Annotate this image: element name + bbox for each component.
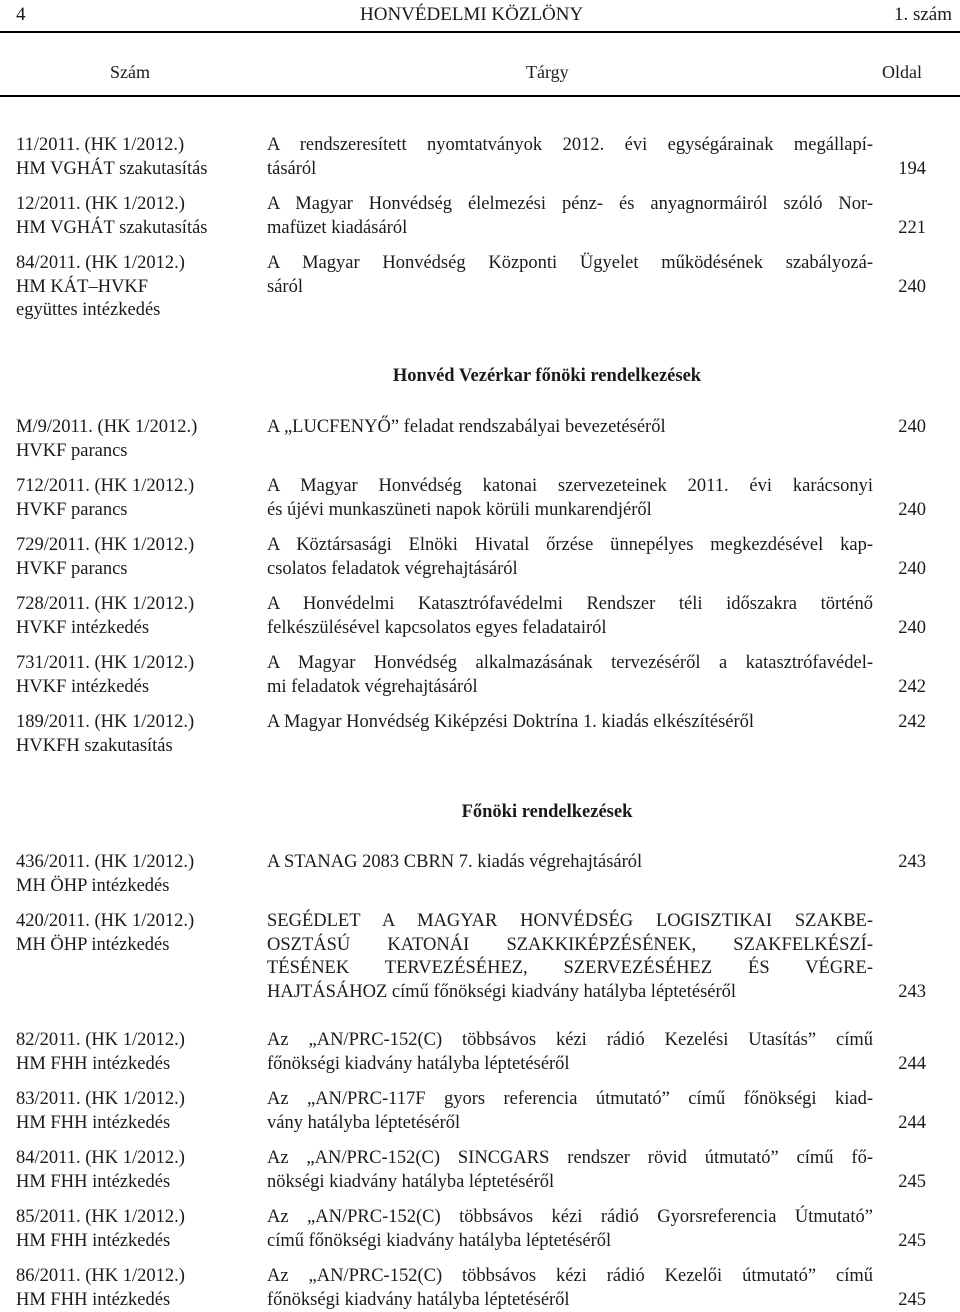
entry-number-line: 420/2011. (HK 1/2012.)	[16, 910, 251, 934]
entry-number	[16, 851, 251, 898]
entry-page: 242	[898, 676, 926, 700]
entry-subject-line: Az „AN/PRC-152(C) többsávos kézi rádió Kezelési Utasítás” című	[267, 1029, 873, 1053]
entry-subject-line: A Magyar Honvédség alkalmazásának tervezéséről a katasztrófavédel-	[267, 652, 873, 676]
entry-number	[16, 1265, 251, 1312]
entry-number-line: HM KÁT–HVKF	[16, 276, 251, 300]
entry-page: 194	[898, 158, 926, 182]
entry-number	[16, 593, 251, 640]
entry-number	[16, 534, 251, 581]
entry-subject	[267, 851, 873, 875]
entry-number-line: 84/2011. (HK 1/2012.)	[16, 1147, 251, 1171]
entry-number	[16, 910, 251, 957]
entry-subject-line: felkészülésével kapcsolatos egyes feladatairól	[267, 617, 873, 641]
entry-page: 240	[898, 617, 926, 641]
entry-number-line: MH ÖHP intézkedés	[16, 934, 251, 958]
entry-subject	[267, 134, 873, 181]
entry-number-line: M/9/2011. (HK 1/2012.)	[16, 416, 251, 440]
entry-subject-line: A Magyar Honvédség Központi Ügyelet működésének szabályozá-	[267, 252, 873, 276]
entry-number-line: HM FHH intézkedés	[16, 1053, 251, 1077]
entry-number-line: HM FHH intézkedés	[16, 1230, 251, 1254]
entry-subject	[267, 1147, 873, 1194]
entry-number	[16, 475, 251, 522]
entry-number-line: HVKF intézkedés	[16, 676, 251, 700]
entry-subject-line: Az „AN/PRC-117F gyors referencia útmutató” című főnökségi kiad-	[267, 1088, 873, 1112]
entry-subject-line: mafüzet kiadásáról	[267, 217, 873, 241]
entry-number-line: HM FHH intézkedés	[16, 1171, 251, 1195]
entry-page: 245	[898, 1230, 926, 1254]
entry-number-line: HM FHH intézkedés	[16, 1289, 251, 1312]
column-heading-rule	[0, 95, 960, 97]
entry-subject	[267, 652, 873, 699]
entry-subject	[267, 252, 873, 299]
entry-subject-line: Az „AN/PRC-152(C) többsávos kézi rádió Kezelői útmutató” című	[267, 1265, 873, 1289]
entry-page: 244	[898, 1112, 926, 1136]
entry-subject-line: A Magyar Honvédség katonai szervezeteinek 2011. évi karácsonyi	[267, 475, 873, 499]
entry-subject	[267, 475, 873, 522]
entry-subject-line: csolatos feladatok végrehajtásáról	[267, 558, 873, 582]
entry-subject-line: SEGÉDLET A MAGYAR HONVÉDSÉG LOGISZTIKAI SZAKBE-	[267, 910, 873, 934]
header-rule	[0, 31, 960, 33]
entry-number-line: HVKFH szakutasítás	[16, 735, 251, 759]
entry-subject-line: Az „AN/PRC-152(C) többsávos kézi rádió Gyorsreferencia Útmutató”	[267, 1206, 873, 1230]
entry-subject-line: főnökségi kiadvány hatályba léptetéséről	[267, 1289, 873, 1312]
running-header	[0, 0, 960, 30]
entry-number-line: 11/2011. (HK 1/2012.)	[16, 134, 251, 158]
entry-number-line: HM FHH intézkedés	[16, 1112, 251, 1136]
entry-number-line: 84/2011. (HK 1/2012.)	[16, 252, 251, 276]
entry-subject	[267, 711, 873, 735]
entry-page: 245	[898, 1171, 926, 1195]
entry-page: 243	[898, 851, 926, 875]
entry-subject-line: Az „AN/PRC-152(C) SINCGARS rendszer rövid útmutató” című fő-	[267, 1147, 873, 1171]
column-heading-subject: Tárgy	[526, 62, 569, 83]
entry-subject	[267, 534, 873, 581]
entry-subject-line: TÉSÉNEK TERVEZÉSÉHEZ, SZERVEZÉSÉHEZ ÉS VÉGRE-	[267, 957, 873, 981]
entry-subject-line: tásáról	[267, 158, 873, 182]
entry-number-line: 729/2011. (HK 1/2012.)	[16, 534, 251, 558]
entry-subject-line: HAJTÁSÁHOZ című főnökségi kiadvány hatályba léptetéséről	[267, 981, 873, 1005]
entry-subject	[267, 193, 873, 240]
issue-label: 1. szám	[894, 4, 952, 26]
column-heading-page: Oldal	[882, 62, 922, 83]
entry-number-line: HM VGHÁT szakutasítás	[16, 158, 251, 182]
entry-number-line: 85/2011. (HK 1/2012.)	[16, 1206, 251, 1230]
entry-number-line: HVKF parancs	[16, 499, 251, 523]
entry-number	[16, 652, 251, 699]
entry-number	[16, 134, 251, 181]
entry-number-line: 731/2011. (HK 1/2012.)	[16, 652, 251, 676]
entry-subject-line: A Honvédelmi Katasztrófavédelmi Rendszer téli időszakra történő	[267, 593, 873, 617]
entry-number	[16, 252, 251, 323]
entry-number	[16, 1088, 251, 1135]
entry-number-line: 189/2011. (HK 1/2012.)	[16, 711, 251, 735]
entry-number	[16, 711, 251, 758]
entry-number-line: HM VGHÁT szakutasítás	[16, 217, 251, 241]
entry-subject	[267, 1029, 873, 1076]
journal-title: HONVÉDELMI KÖZLÖNY	[360, 4, 583, 26]
entry-number-line: 728/2011. (HK 1/2012.)	[16, 593, 251, 617]
entry-subject	[267, 1206, 873, 1253]
entry-subject-line: A Köztársasági Elnöki Hivatal őrzése ünnepélyes megkezdésével kap-	[267, 534, 873, 558]
entry-page: 243	[898, 981, 926, 1005]
entry-number-line: HVKF parancs	[16, 440, 251, 464]
entry-number-line: 82/2011. (HK 1/2012.)	[16, 1029, 251, 1053]
entry-number	[16, 1029, 251, 1076]
entry-subject	[267, 1088, 873, 1135]
entry-subject	[267, 1265, 873, 1312]
entry-number-line: 12/2011. (HK 1/2012.)	[16, 193, 251, 217]
entry-subject	[267, 910, 873, 1004]
entry-subject-line: A Magyar Honvédség élelmezési pénz- és anyagnormáiról szóló Nor-	[267, 193, 873, 217]
entry-page: 221	[898, 217, 926, 241]
entry-number-line: együttes intézkedés	[16, 299, 251, 323]
entry-number-line: HVKF parancs	[16, 558, 251, 582]
entry-subject-line: A Magyar Honvédség Kiképzési Doktrína 1. kiadás elkészítéséről	[267, 711, 873, 735]
entry-page: 244	[898, 1053, 926, 1077]
entry-number	[16, 1206, 251, 1253]
entry-page: 245	[898, 1289, 926, 1312]
entry-subject-line: A STANAG 2083 CBRN 7. kiadás végrehajtásáról	[267, 851, 873, 875]
entry-page: 242	[898, 711, 926, 735]
entry-subject-line: mi feladatok végrehajtásáról	[267, 676, 873, 700]
entry-subject	[267, 416, 873, 440]
entry-page: 240	[898, 499, 926, 523]
entry-number-line: 83/2011. (HK 1/2012.)	[16, 1088, 251, 1112]
entry-number-line: 712/2011. (HK 1/2012.)	[16, 475, 251, 499]
entry-page: 240	[898, 276, 926, 300]
entry-subject-line: és újévi munkaszüneti napok körüli munkarendjéről	[267, 499, 873, 523]
entry-subject-line: főnökségi kiadvány hatályba léptetéséről	[267, 1053, 873, 1077]
section-title-chief: Főnöki rendelkezések	[267, 802, 827, 823]
entry-subject-line: vány hatályba léptetéséről	[267, 1112, 873, 1136]
entry-number-line: 86/2011. (HK 1/2012.)	[16, 1265, 251, 1289]
entry-subject	[267, 593, 873, 640]
entry-subject-line: sáról	[267, 276, 873, 300]
entry-subject-line: A rendszeresített nyomtatványok 2012. évi egységárainak megállapí-	[267, 134, 873, 158]
entry-page: 240	[898, 558, 926, 582]
entry-subject-line: A „LUCFENYŐ” feladat rendszabályai bevezetéséről	[267, 416, 873, 440]
column-heading-number: Szám	[110, 62, 150, 83]
entry-number-line: MH ÖHP intézkedés	[16, 875, 251, 899]
entry-subject-line: nökségi kiadvány hatályba léptetéséről	[267, 1171, 873, 1195]
entry-subject-line: OSZTÁSÚ KATONÁI SZAKKIKÉPZÉSÉNEK, SZAKFELKÉSZÍ-	[267, 934, 873, 958]
section-title-hvkf: Honvéd Vezérkar főnöki rendelkezések	[267, 366, 827, 387]
entry-number	[16, 416, 251, 463]
entry-number-line: HVKF intézkedés	[16, 617, 251, 641]
entry-page: 240	[898, 416, 926, 440]
page-number: 4	[16, 4, 26, 26]
entry-number	[16, 1147, 251, 1194]
entry-subject-line: című főnökségi kiadvány hatályba léptetéséről	[267, 1230, 873, 1254]
entry-number	[16, 193, 251, 240]
entry-number-line: 436/2011. (HK 1/2012.)	[16, 851, 251, 875]
